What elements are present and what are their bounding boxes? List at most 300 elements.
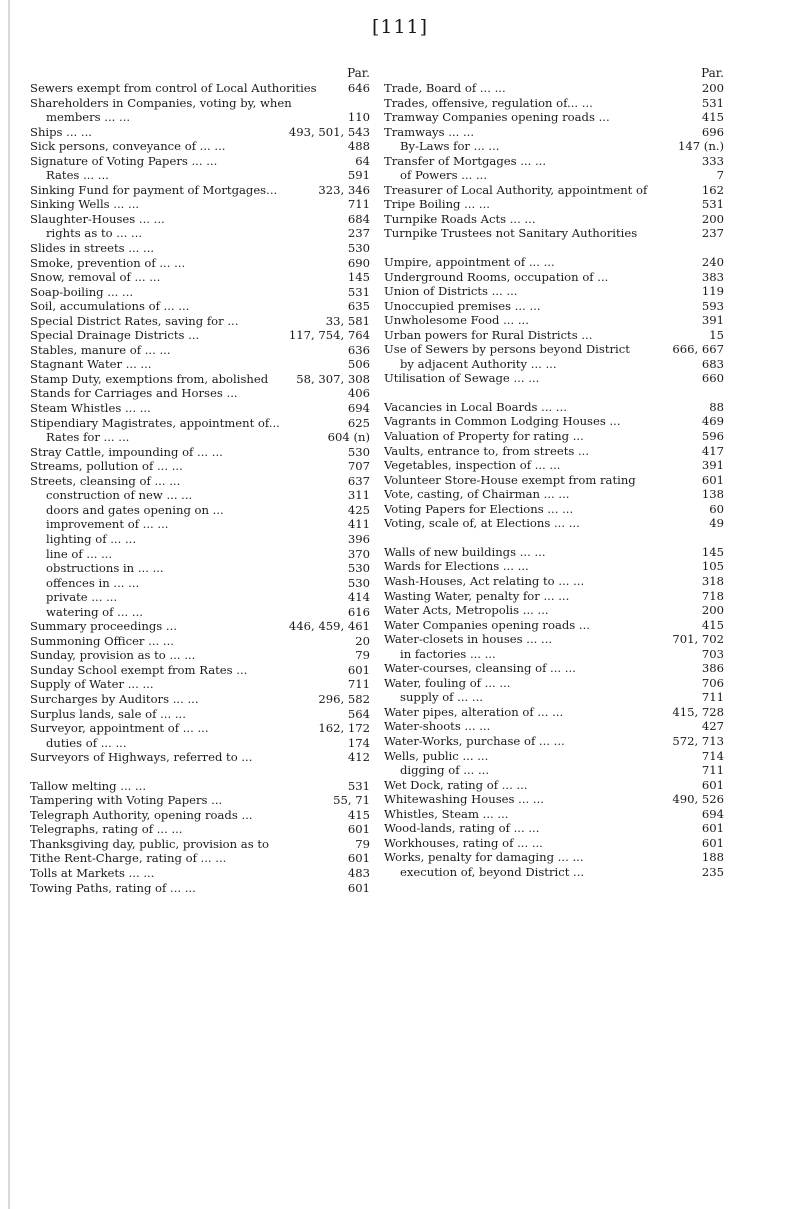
- index-entry: [384, 299, 724, 314]
- index-entry: [30, 488, 370, 503]
- index-entry-paragraph-ref: 593: [701, 298, 724, 313]
- index-entry: [384, 850, 724, 865]
- index-entry: [30, 474, 370, 489]
- index-entry-term: Signature of Voting Papers ... ...: [30, 153, 218, 168]
- index-entry-term: Wasting Water, penalty for ... ...: [384, 588, 570, 603]
- index-entry: [30, 851, 370, 866]
- index-entry-paragraph-ref: 88: [709, 399, 724, 414]
- index-entry: [384, 357, 724, 372]
- index-entry-paragraph-ref: 572, 713: [672, 733, 724, 748]
- index-entry-paragraph-ref: 162: [701, 182, 724, 197]
- index-entry-term: offences in ... ...: [46, 575, 140, 590]
- index-entry-paragraph-ref: 601: [347, 851, 370, 866]
- index-entry-paragraph-ref: 530: [347, 241, 370, 256]
- index-entry: [30, 386, 370, 401]
- index-entry: [30, 168, 370, 183]
- letter-section-gap: [384, 386, 724, 400]
- index-entry-term: line of ... ...: [46, 546, 113, 561]
- index-entry-term: Tolls at Markets ... ...: [30, 865, 155, 880]
- index-entry-term: Stray Cattle, impounding of ... ...: [30, 444, 223, 459]
- index-column-left: [30, 66, 370, 895]
- index-entry-term: obstructions in ... ...: [46, 561, 164, 576]
- index-entry-term: Stands for Carriages and Horses ...: [30, 386, 238, 401]
- index-entry: [384, 226, 724, 241]
- index-entry-term: Towing Paths, rating of ... ...: [30, 880, 196, 895]
- index-entry-paragraph-ref: 411: [347, 517, 370, 532]
- index-entry-paragraph-ref: 718: [701, 588, 724, 603]
- index-entry: [384, 284, 724, 299]
- index-entry-paragraph-ref: 604 (n): [327, 430, 370, 445]
- index-entry-term: Soap-boiling ... ...: [30, 284, 134, 299]
- page-number: [111]: [371, 16, 429, 38]
- index-entry-paragraph-ref: 446, 459, 461: [288, 619, 370, 634]
- index-entry-term: Wards for Elections ... ...: [384, 559, 529, 574]
- index-entry-term: doors and gates opening on ...: [46, 502, 224, 517]
- index-entry: [30, 256, 370, 271]
- index-entry-term: Thanksgiving day, public, provision as to: [30, 836, 269, 851]
- index-entry: [384, 647, 724, 662]
- index-entry-paragraph-ref: 15: [709, 327, 724, 342]
- index-entry-paragraph-ref: 493, 501, 543: [288, 124, 370, 139]
- index-entry: [30, 416, 370, 431]
- index-entry-paragraph-ref: 690: [347, 255, 370, 270]
- index-entry-paragraph-ref: 530: [347, 575, 370, 590]
- index-entry-term: Water, fouling of ... ...: [384, 675, 511, 690]
- index-entry: [30, 183, 370, 198]
- index-entry-term: Voting, scale of, at Elections ... ...: [384, 516, 580, 531]
- index-entry-paragraph-ref: 240: [701, 255, 724, 270]
- index-entry-term: Water-courses, cleansing of ... ...: [384, 661, 576, 676]
- index-entry-paragraph-ref: 415: [701, 110, 724, 125]
- index-entry: [384, 574, 724, 589]
- index-entry: [384, 734, 724, 749]
- index-entry-paragraph-ref: 20: [355, 633, 370, 648]
- index-entry-paragraph-ref: 701, 702: [672, 632, 724, 647]
- index-entry-term: Volunteer Store-House exempt from rating: [384, 472, 636, 487]
- index-entry-term: Slaughter-Houses ... ...: [30, 211, 165, 226]
- index-entry: [30, 881, 370, 896]
- index-entry: [30, 822, 370, 837]
- index-entry-term: Water Acts, Metropolis ... ...: [384, 603, 549, 618]
- index-entry: [30, 372, 370, 387]
- index-entry-paragraph-ref: 707: [347, 459, 370, 474]
- index-entry: [384, 197, 724, 212]
- index-entry-paragraph-ref: 414: [347, 590, 370, 605]
- index-entry-term: Special Drainage Districts ...: [30, 328, 200, 343]
- index-entry-term: Stagnant Water ... ...: [30, 357, 152, 372]
- index-entry-paragraph-ref: 601: [347, 662, 370, 677]
- index-entry-term: Works, penalty for damaging ... ...: [384, 850, 584, 865]
- index-entry: [30, 750, 370, 765]
- index-entry: [30, 197, 370, 212]
- index-entry-paragraph-ref: 488: [347, 139, 370, 154]
- index-entry-term: Summary proceedings ...: [30, 619, 177, 634]
- index-entry: [30, 619, 370, 634]
- index-entry: [384, 458, 724, 473]
- index-entry-paragraph-ref: 415, 728: [672, 704, 724, 719]
- index-entry: [384, 313, 724, 328]
- index-entry-paragraph-ref: 145: [701, 544, 724, 559]
- paragraph-column-header: Par.: [701, 66, 724, 80]
- index-entry-term: Ships ... ...: [30, 124, 92, 139]
- index-entry-paragraph-ref: 637: [347, 473, 370, 488]
- index-entry: [384, 836, 724, 851]
- index-entry-paragraph-ref: 105: [701, 559, 724, 574]
- index-entry-paragraph-ref: 530: [347, 561, 370, 576]
- index-entry-paragraph-ref: 311: [347, 488, 370, 503]
- index-entry: [30, 721, 370, 736]
- index-entry-term: Whitewashing Houses ... ...: [384, 792, 544, 807]
- index-entry-paragraph-ref: 601: [701, 835, 724, 850]
- index-entry-term: Stables, manure of ... ...: [30, 342, 171, 357]
- index-entry: [384, 444, 724, 459]
- index-entry-term: Water-closets in houses ... ...: [384, 632, 553, 647]
- index-entry: [384, 632, 724, 647]
- index-entry-paragraph-ref: 530: [347, 444, 370, 459]
- index-entry: [30, 285, 370, 300]
- index-entry-paragraph-ref: 601: [701, 472, 724, 487]
- index-entry: [384, 487, 724, 502]
- index-entry-term: Sunday School exempt from Rates ...: [30, 662, 248, 677]
- index-entry-term: Voting Papers for Elections ... ...: [384, 501, 574, 516]
- index-entry-paragraph-ref: 55, 71: [333, 793, 370, 808]
- index-entry: [384, 139, 724, 154]
- index-entry: [384, 328, 724, 343]
- index-entry: [384, 719, 724, 734]
- index-entry: [384, 154, 724, 169]
- index-entry-term: Urban powers for Rural Districts ...: [384, 327, 593, 342]
- index-entry-term: Tampering with Voting Papers ...: [30, 793, 223, 808]
- index-entry: [384, 168, 724, 183]
- index-entry-paragraph-ref: 333: [701, 153, 724, 168]
- index-entry-term: Tithe Rent-Charge, rating of ... ...: [30, 851, 227, 866]
- index-entry: [30, 270, 370, 285]
- index-entry: [30, 866, 370, 881]
- index-entry: [384, 661, 724, 676]
- index-entry-term: Surveyor, appointment of ... ...: [30, 721, 209, 736]
- index-entry-paragraph-ref: 711: [347, 197, 370, 212]
- index-entry-paragraph-ref: 591: [347, 168, 370, 183]
- index-entry-paragraph-ref: 601: [701, 821, 724, 836]
- index-entry: [30, 299, 370, 314]
- index-entry-term: Wet Dock, rating of ... ...: [384, 777, 528, 792]
- index-entry-term: by adjacent Authority ... ...: [400, 356, 557, 371]
- index-entry: [30, 154, 370, 169]
- index-entry-paragraph-ref: 391: [701, 458, 724, 473]
- index-entry-paragraph-ref: 506: [347, 357, 370, 372]
- index-entry: [384, 865, 724, 880]
- index-entry-paragraph-ref: 694: [701, 806, 724, 821]
- index-entry: [30, 212, 370, 227]
- index-entry-term: improvement of ... ...: [46, 517, 169, 532]
- index-entry: [30, 459, 370, 474]
- index-entry: [384, 690, 724, 705]
- index-entry: [384, 110, 724, 125]
- index-entry-paragraph-ref: 138: [701, 487, 724, 502]
- index-entry-paragraph-ref: 660: [701, 371, 724, 386]
- index-entry-term: Turnpike Trustees not Sanitary Authorities: [384, 226, 638, 241]
- index-entry-paragraph-ref: 635: [347, 299, 370, 314]
- index-entry: [384, 589, 724, 604]
- index-entry-paragraph-ref: 596: [701, 429, 724, 444]
- index-entries-left: [30, 81, 370, 895]
- index-entry-paragraph-ref: 33, 581: [325, 313, 370, 328]
- index-entry-term: Shareholders in Companies, voting by, when: [30, 95, 292, 110]
- index-entry: [30, 96, 370, 111]
- index-entry: [30, 139, 370, 154]
- index-entry-term: Steam Whistles ... ...: [30, 401, 151, 416]
- index-entry-paragraph-ref: 601: [347, 822, 370, 837]
- index-entry: [384, 603, 724, 618]
- index-entry-paragraph-ref: 683: [701, 356, 724, 371]
- index-entry: [384, 792, 724, 807]
- index-entry-term: Sinking Fund for payment of Mortgages...: [30, 182, 278, 197]
- index-entry-paragraph-ref: 483: [347, 865, 370, 880]
- index-entry-term: Tramways ... ...: [384, 124, 474, 139]
- index-entry-term: supply of ... ...: [400, 690, 483, 705]
- index-entry: [384, 400, 724, 415]
- index-entry-term: Water Companies opening roads ...: [384, 617, 590, 632]
- index-entry-paragraph-ref: 119: [701, 284, 724, 299]
- index-entry-paragraph-ref: 237: [347, 226, 370, 241]
- index-entry: [30, 547, 370, 562]
- index-entry-paragraph-ref: 490, 526: [672, 792, 724, 807]
- index-entry-term: Utilisation of Sewage ... ...: [384, 371, 540, 386]
- index-entry-paragraph-ref: 370: [347, 546, 370, 561]
- index-entry-paragraph-ref: 415: [347, 807, 370, 822]
- letter-section-gap: [384, 241, 724, 255]
- index-entry-paragraph-ref: 706: [701, 675, 724, 690]
- letter-section-gap: [30, 765, 370, 779]
- index-entry: [30, 634, 370, 649]
- index-entry-paragraph-ref: 714: [701, 748, 724, 763]
- index-entry-term: Snow, removal of ... ...: [30, 270, 161, 285]
- index-entry-term: Water pipes, alteration of ... ...: [384, 704, 564, 719]
- index-entry-term: Wood-lands, rating of ... ...: [384, 821, 540, 836]
- index-entry-term: Surplus lands, sale of ... ...: [30, 706, 186, 721]
- index-entry-paragraph-ref: 703: [701, 646, 724, 661]
- index-entry: [384, 183, 724, 198]
- index-entry: [384, 807, 724, 822]
- index-entry-term: Walls of new buildings ... ...: [384, 544, 546, 559]
- index-entry-paragraph-ref: 147 (n.): [677, 139, 724, 154]
- index-entry-term: Surveyors of Highways, referred to ...: [30, 750, 253, 765]
- index-entry: [30, 692, 370, 707]
- index-column-right: [384, 66, 724, 879]
- index-entry-term: Surcharges by Auditors ... ...: [30, 691, 199, 706]
- index-entry-paragraph-ref: 531: [701, 197, 724, 212]
- index-entry-term: construction of new ... ...: [46, 488, 193, 503]
- index-entry: [384, 212, 724, 227]
- index-entry-term: Water-Works, purchase of ... ...: [384, 733, 565, 748]
- index-entry: [30, 357, 370, 372]
- index-entry: [30, 328, 370, 343]
- index-entry-paragraph-ref: 162, 172: [318, 721, 370, 736]
- index-entry-paragraph-ref: 636: [347, 342, 370, 357]
- index-entry-term: lighting of ... ...: [46, 531, 136, 546]
- index-entry: [30, 605, 370, 620]
- index-entry-term: Tramway Companies opening roads ...: [384, 110, 610, 125]
- index-entry-term: Trade, Board of ... ...: [384, 81, 506, 95]
- index-entry-paragraph-ref: 110: [347, 110, 370, 125]
- index-entry: [30, 561, 370, 576]
- index-entry-paragraph-ref: 58, 307, 308: [296, 371, 370, 386]
- index-entry-paragraph-ref: 60: [709, 501, 724, 516]
- index-entry-paragraph-ref: 323, 346: [318, 182, 370, 197]
- index-entry: [384, 96, 724, 111]
- page-margin-rule: [8, 0, 10, 1209]
- index-entry-paragraph-ref: 666, 667: [672, 342, 724, 357]
- index-entry: [30, 707, 370, 722]
- index-entry: [30, 314, 370, 329]
- index-entry: [384, 342, 724, 357]
- index-entry-paragraph-ref: 601: [701, 777, 724, 792]
- index-entry-paragraph-ref: 601: [347, 880, 370, 895]
- index-entry-term: Sewers exempt from control of Local Authorities: [30, 81, 317, 95]
- index-entry-term: Unwholesome Food ... ...: [384, 313, 529, 328]
- index-entry: [30, 110, 370, 125]
- index-entry: [384, 705, 724, 720]
- index-entry-paragraph-ref: 531: [347, 778, 370, 793]
- index-entry-paragraph-ref: 318: [701, 573, 724, 588]
- index-entry-paragraph-ref: 531: [347, 284, 370, 299]
- index-entry-paragraph-ref: 417: [701, 443, 724, 458]
- index-entry-paragraph-ref: 711: [347, 677, 370, 692]
- index-entry: [384, 763, 724, 778]
- index-entry-paragraph-ref: 694: [347, 401, 370, 416]
- index-entry: [30, 503, 370, 518]
- index-entry-term: By-Laws for ... ...: [400, 139, 500, 154]
- index-entry: [30, 226, 370, 241]
- index-entry: [384, 414, 724, 429]
- index-entry-term: of Powers ... ...: [400, 168, 488, 183]
- index-entry: [384, 545, 724, 560]
- index-entry: [30, 808, 370, 823]
- index-entries-right: [384, 81, 724, 879]
- index-entry-paragraph-ref: 79: [355, 648, 370, 663]
- index-entry-paragraph-ref: 386: [701, 661, 724, 676]
- index-entry-term: Unoccupied premises ... ...: [384, 298, 541, 313]
- index-entry: [384, 821, 724, 836]
- index-entry: [30, 837, 370, 852]
- index-entry-paragraph-ref: 188: [701, 850, 724, 865]
- index-entry: [30, 677, 370, 692]
- index-entry-term: Streams, pollution of ... ...: [30, 459, 183, 474]
- index-entry: [30, 430, 370, 445]
- index-entry-term: duties of ... ...: [46, 735, 127, 750]
- index-entry-term: Treasurer of Local Authority, appointment of: [384, 182, 648, 197]
- index-entry: [384, 81, 724, 96]
- index-entry: [30, 125, 370, 140]
- index-entry-term: Valuation of Property for rating ...: [384, 429, 584, 444]
- index-entry-paragraph-ref: 391: [701, 313, 724, 328]
- index-entry-term: digging of ... ...: [400, 763, 490, 778]
- index-entry-term: Telegraph Authority, opening roads ...: [30, 807, 253, 822]
- index-entry-term: Sunday, provision as to ... ...: [30, 648, 196, 663]
- index-entry-term: Umpire, appointment of ... ...: [384, 255, 555, 270]
- index-entry-term: Water-shoots ... ...: [384, 719, 491, 734]
- index-entry-paragraph-ref: 49: [709, 516, 724, 531]
- index-entry-term: watering of ... ...: [46, 604, 143, 619]
- index-entry-term: Trades, offensive, regulation of... ...: [384, 95, 593, 110]
- index-entry: [384, 125, 724, 140]
- index-entry-paragraph-ref: 646: [347, 81, 370, 95]
- index-entry-paragraph-ref: 531: [701, 95, 724, 110]
- index-entry-term: Tallow melting ... ...: [30, 778, 147, 793]
- index-entry: [30, 779, 370, 794]
- index-entry-paragraph-ref: 427: [701, 719, 724, 734]
- index-entry-term: Stamp Duty, exemptions from, abolished: [30, 371, 269, 386]
- index-entry-term: rights as to ... ...: [46, 226, 143, 241]
- index-entry: [384, 516, 724, 531]
- index-entry: [384, 778, 724, 793]
- index-entry-term: Streets, cleansing of ... ...: [30, 473, 181, 488]
- index-entry: [384, 429, 724, 444]
- index-entry-paragraph-ref: 79: [355, 836, 370, 851]
- paragraph-column-header: Par.: [347, 66, 370, 80]
- index-entry-paragraph-ref: 200: [701, 81, 724, 95]
- index-entry: [384, 473, 724, 488]
- index-entry: [384, 270, 724, 285]
- index-entry-paragraph-ref: 200: [701, 603, 724, 618]
- index-entry: [384, 255, 724, 270]
- index-entry-term: Workhouses, rating of ... ...: [384, 835, 543, 850]
- index-entry: [30, 736, 370, 751]
- index-entry-paragraph-ref: 412: [347, 750, 370, 765]
- index-entry-term: Stipendiary Magistrates, appointment of...: [30, 415, 280, 430]
- index-entry-term: Slides in streets ... ...: [30, 241, 155, 256]
- index-entry-term: Supply of Water ... ...: [30, 677, 154, 692]
- index-entry: [384, 676, 724, 691]
- index-entry-paragraph-ref: 406: [347, 386, 370, 401]
- index-entry-paragraph-ref: 396: [347, 531, 370, 546]
- index-entry-term: private ... ...: [46, 590, 118, 605]
- index-entry: [384, 618, 724, 633]
- index-entry-term: Underground Rooms, occupation of ...: [384, 269, 609, 284]
- index-entry-paragraph-ref: 711: [701, 763, 724, 778]
- index-entry: [30, 81, 370, 96]
- index-entry-paragraph-ref: 145: [347, 270, 370, 285]
- index-entry: [30, 648, 370, 663]
- index-entry-term: Rates ... ...: [46, 168, 109, 183]
- index-entry-term: Vote, casting, of Chairman ... ...: [384, 487, 570, 502]
- index-entry: [30, 517, 370, 532]
- index-entry-paragraph-ref: 7: [716, 168, 724, 183]
- index-entry-term: execution of, beyond District ...: [400, 864, 585, 879]
- index-entry: [384, 502, 724, 517]
- index-entry-term: Smoke, prevention of ... ...: [30, 255, 186, 270]
- index-entry: [384, 559, 724, 574]
- index-entry-term: Vagrants in Common Lodging Houses ...: [384, 414, 621, 429]
- index-entry: [384, 371, 724, 386]
- index-entry-term: Tripe Boiling ... ...: [384, 197, 490, 212]
- index-entry-paragraph-ref: 200: [701, 211, 724, 226]
- index-entry-term: Wells, public ... ...: [384, 748, 489, 763]
- index-entry-paragraph-ref: 117, 754, 764: [288, 328, 370, 343]
- index-entry: [30, 590, 370, 605]
- index-entry: [30, 445, 370, 460]
- index-entry-paragraph-ref: 696: [701, 124, 724, 139]
- index-entry-paragraph-ref: 383: [701, 269, 724, 284]
- index-entry-term: Sick persons, conveyance of ... ...: [30, 139, 226, 154]
- index-entry-paragraph-ref: 237: [701, 226, 724, 241]
- letter-section-gap: [384, 531, 724, 545]
- index-entry-paragraph-ref: 684: [347, 211, 370, 226]
- index-entry: [384, 749, 724, 764]
- index-entry-term: Turnpike Roads Acts ... ...: [384, 211, 536, 226]
- index-entry-paragraph-ref: 616: [347, 604, 370, 619]
- index-entry-paragraph-ref: 174: [347, 735, 370, 750]
